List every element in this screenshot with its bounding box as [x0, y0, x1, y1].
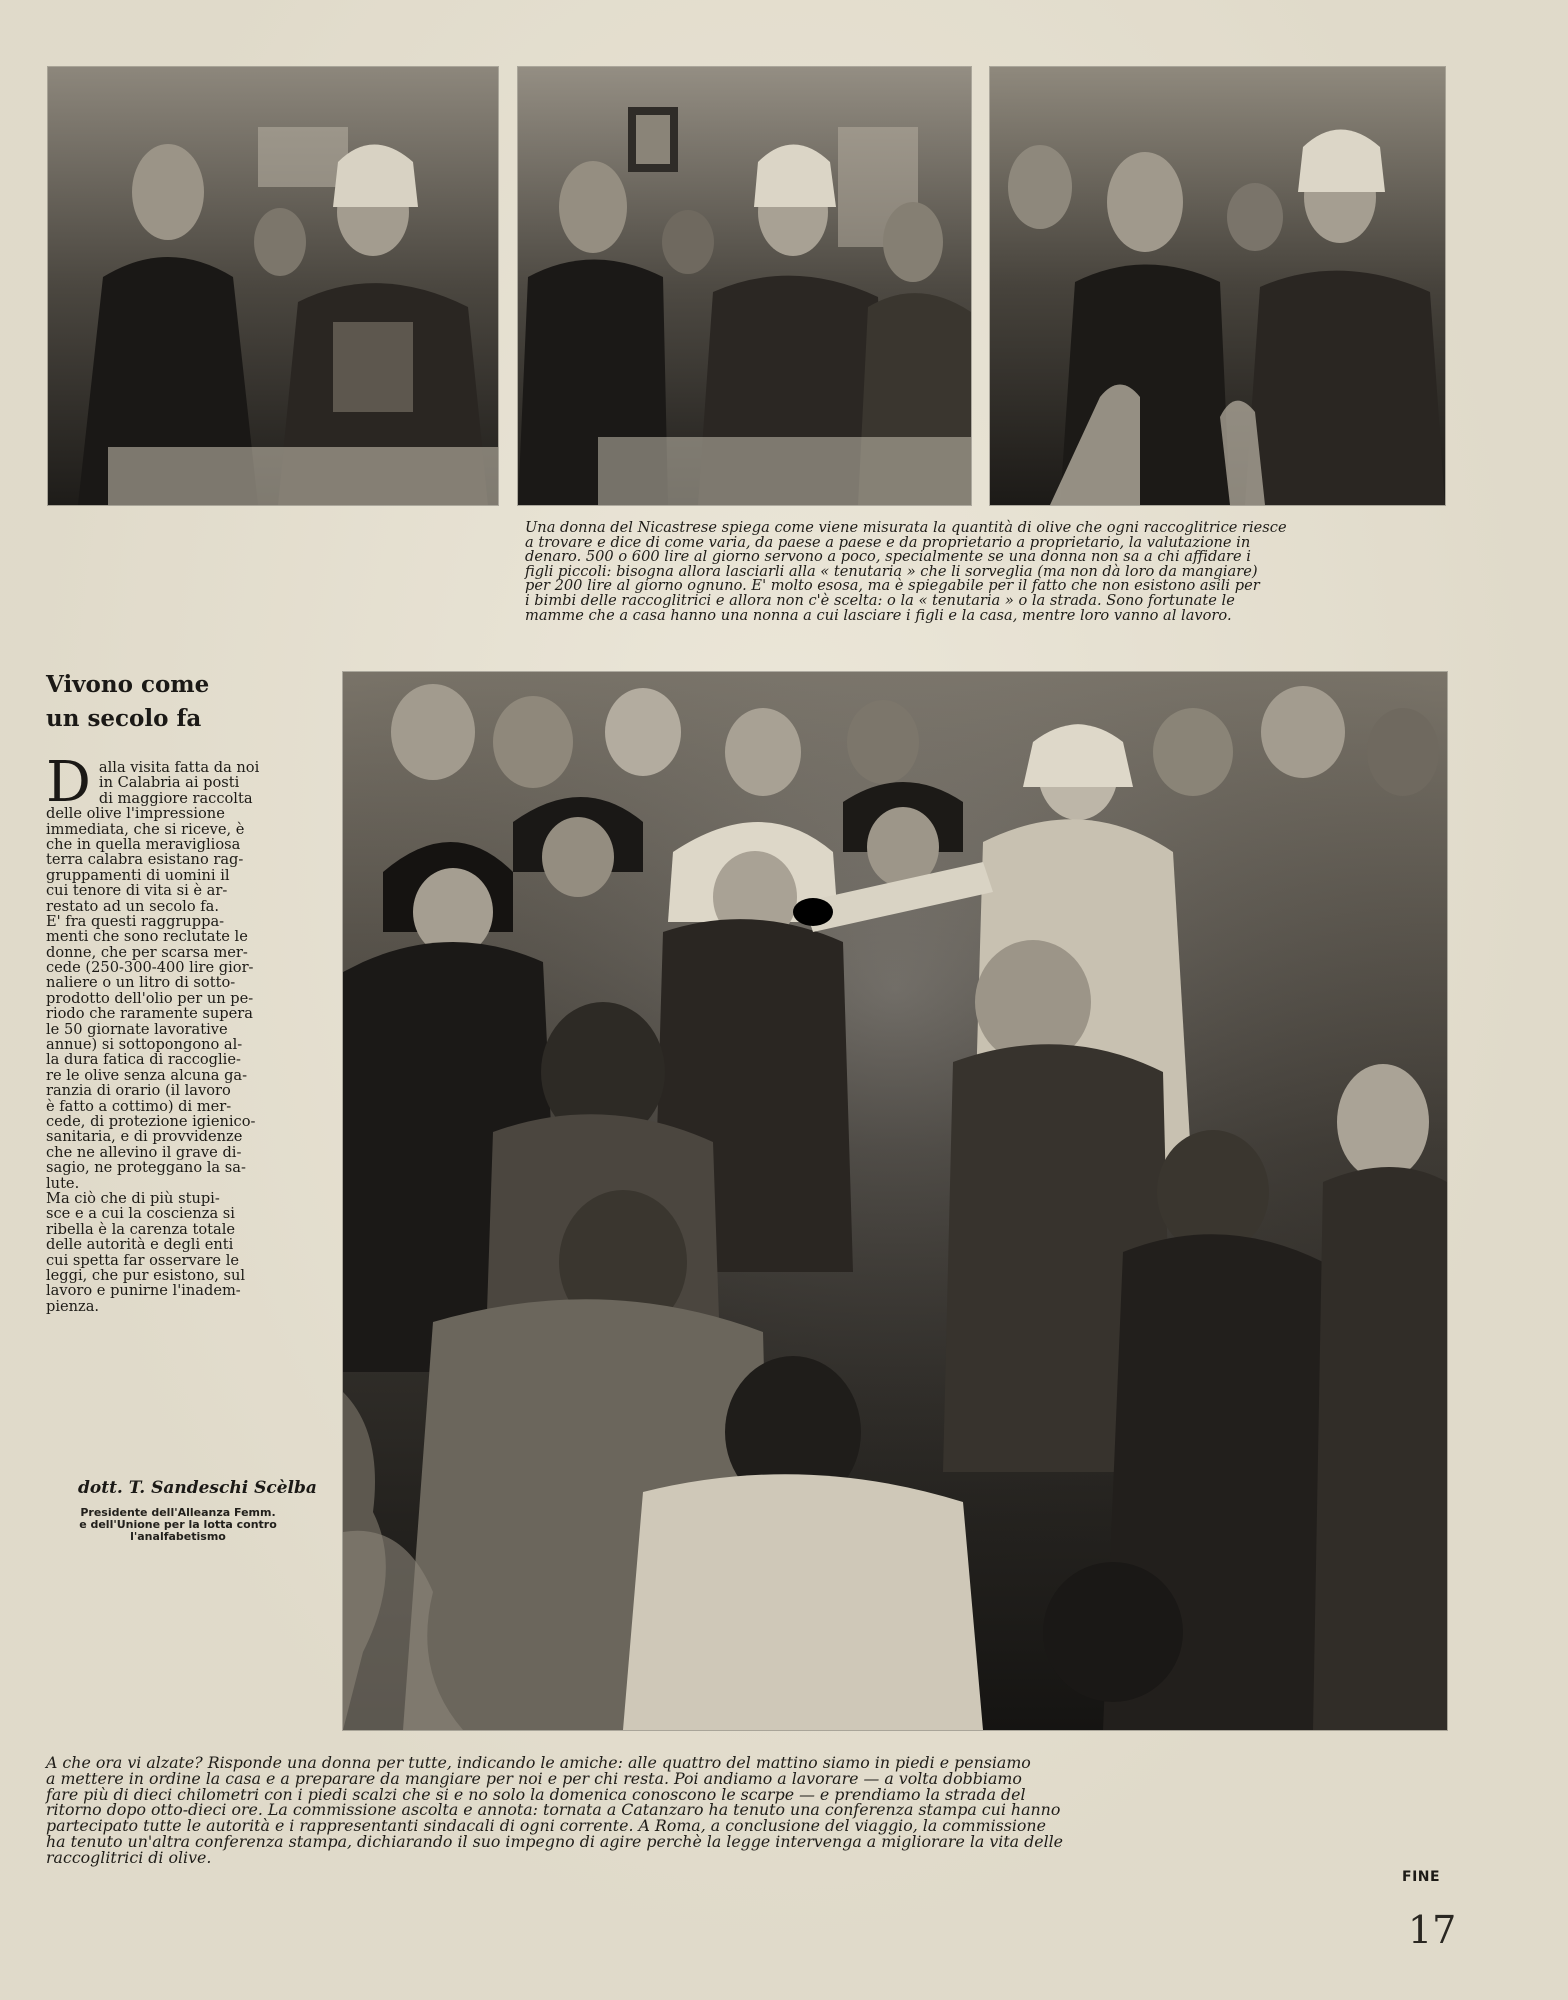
article-line: immediata, che si riceve, è — [46, 820, 245, 838]
article-line: cui tenore di vita si è ar- — [46, 882, 228, 900]
caption-line: ritorno dopo otto-dieci ore. La commissione ascolta e annota: tornata a Catanzaro ha tenuto una conferenza stampa cui hanno — [46, 1800, 1061, 1820]
photo-crowd-of-women — [343, 672, 1447, 1730]
photo-woman-with-men-3 — [990, 67, 1445, 505]
article-line: donne, che per scarsa mer- — [46, 943, 248, 961]
article-line: ranzia di orario (il lavoro — [46, 1082, 231, 1100]
article-line: cede (250-300-400 lire gior- — [46, 959, 254, 977]
photo-woman-with-men-2 — [518, 67, 971, 505]
article-line: terra calabra esistano rag- — [46, 851, 244, 869]
caption-line: raccoglitrici di olive. — [46, 1847, 212, 1867]
headline-line: Vivono come — [46, 671, 210, 698]
article-line: sagio, ne proteggano la sa- — [46, 1159, 246, 1177]
caption-line: denaro. 500 o 600 lire al giorno servono a poco, specialmente se una donna non sa a chi affidare i — [525, 548, 1251, 566]
article-line: annue) si sottopongono al- — [46, 1036, 243, 1054]
article-line: restato ad un secolo fa. — [46, 897, 219, 915]
article-line: prodotto dell'olio per un pe- — [46, 989, 254, 1007]
article-line: in Calabria ai posti — [98, 774, 240, 792]
article-line: delle autorità e degli enti — [46, 1236, 234, 1254]
article-line: che in quella meravigliosa — [46, 835, 241, 853]
article-line: lavoro e punirne l'inadem- — [46, 1282, 241, 1300]
article-headline — [46, 668, 209, 736]
caption-line: i bimbi delle raccoglitrici e allora non c'è scelta: o la « tenutaria » o la strada. Sono fortunate le — [525, 591, 1235, 609]
end-mark: FINE — [1402, 1869, 1441, 1885]
affiliation-line: e dell'Unione per la lotta contro — [79, 1518, 277, 1531]
article-line: cede, di protezione igienico- — [46, 1112, 256, 1130]
article-line: leggi, che pur esistono, sul — [46, 1266, 246, 1284]
article-line: sanitaria, e di provvidenze — [46, 1128, 243, 1146]
affiliation-line: Presidente dell'Alleanza Femm. — [80, 1506, 276, 1519]
article-line: cui spetta far osservare le — [46, 1251, 240, 1269]
article-line: gruppamenti di uomini il — [46, 866, 230, 884]
caption-line: ha tenuto un'altra conferenza stampa, dichiarando il suo impegno di agire perchè la legge intervenga a migliorare la vita delle — [46, 1831, 1064, 1851]
headline-line: un secolo fa — [46, 705, 202, 732]
article-line: delle olive l'impressione — [46, 805, 225, 823]
caption-line: A che ora vi alzate? Risponde una donna per tutte, indicando le amiche: alle quattro del mattino siamo in piedi e pensiamo — [46, 1753, 1031, 1772]
article-line: menti che sono reclutate le — [46, 928, 248, 946]
article-line: sce e a cui la coscienza si — [46, 1205, 235, 1223]
article-body — [46, 750, 310, 1315]
article-line: pienza. — [46, 1297, 100, 1315]
article-paragraph-3 — [46, 1191, 310, 1314]
article-line: le 50 giornate lavorative — [46, 1020, 228, 1038]
article-line: la dura fatica di raccoglie- — [46, 1051, 241, 1069]
caption-line: mamme che a casa hanno una nonna a cui lasciare i figli e la casa, mentre loro vanno al lavoro. — [525, 606, 1232, 624]
affiliation-line: l'analfabetismo — [130, 1530, 226, 1543]
caption-line: a trovare e dice di come varia, da paese a paese e da proprietario a proprietario, la valutazione in — [525, 533, 1251, 551]
article-line: re le olive senza alcuna ga- — [46, 1066, 248, 1084]
article-line: naliere o un litro di sotto- — [46, 974, 236, 992]
page-number: 17 — [1408, 1908, 1457, 1952]
article-line: lute. — [46, 1174, 80, 1192]
article-line: di maggiore raccolta — [98, 789, 253, 807]
caption-line: a mettere in ordine la casa e a preparare da mangiare per noi e per chi resta. Poi andiamo a lavorare — a volta dobbiamo — [46, 1768, 1022, 1788]
article-line: riodo che raramente supera — [46, 1005, 253, 1023]
article-author: dott. T. Sandeschi Scèlba — [78, 1478, 317, 1498]
article-line: ribella è la carenza totale — [46, 1220, 236, 1238]
article-line: Ma ciò che di più stupi- — [46, 1189, 220, 1207]
bottom-photo-caption — [46, 1755, 1236, 1866]
caption-line: per 200 lire al giorno ognuno. E' molto esosa, ma è spiegabile per il fatto che non esistono asili per — [525, 577, 1260, 595]
article-line: alla visita fatta da noi — [98, 759, 260, 776]
caption-line: Una donna del Nicastrese spiega come viene misurata la quantità di olive che ogni raccoglitrice riesce — [525, 519, 1287, 536]
top-photo-caption — [525, 521, 1443, 623]
photo-woman-with-men-1 — [48, 67, 498, 505]
drop-cap: D — [46, 750, 91, 815]
article-paragraph-1 — [46, 806, 310, 914]
caption-line: figli piccoli: bisogna allora lasciarli alla « tenutaria » che li sorveglia (ma non dà loro da mangiare) — [525, 562, 1258, 580]
article-line: è fatto a cottimo) di mer- — [46, 1097, 232, 1115]
article-line: E' fra questi raggruppa- — [46, 912, 225, 930]
article-line: che ne allevino il grave di- — [46, 1143, 242, 1161]
caption-line: partecipato tutte le autorità e i rappresentanti sindacali di ogni corrente. A Roma, a conclusione del viaggio, la commissione — [46, 1816, 1046, 1836]
author-affiliation — [46, 1507, 310, 1543]
article-paragraph-2 — [46, 914, 310, 1191]
caption-line: fare più di dieci chilometri con i piedi scalzi che si e no solo la domenica conoscono le scarpe — e prendiamo la strada del — [46, 1784, 1026, 1804]
